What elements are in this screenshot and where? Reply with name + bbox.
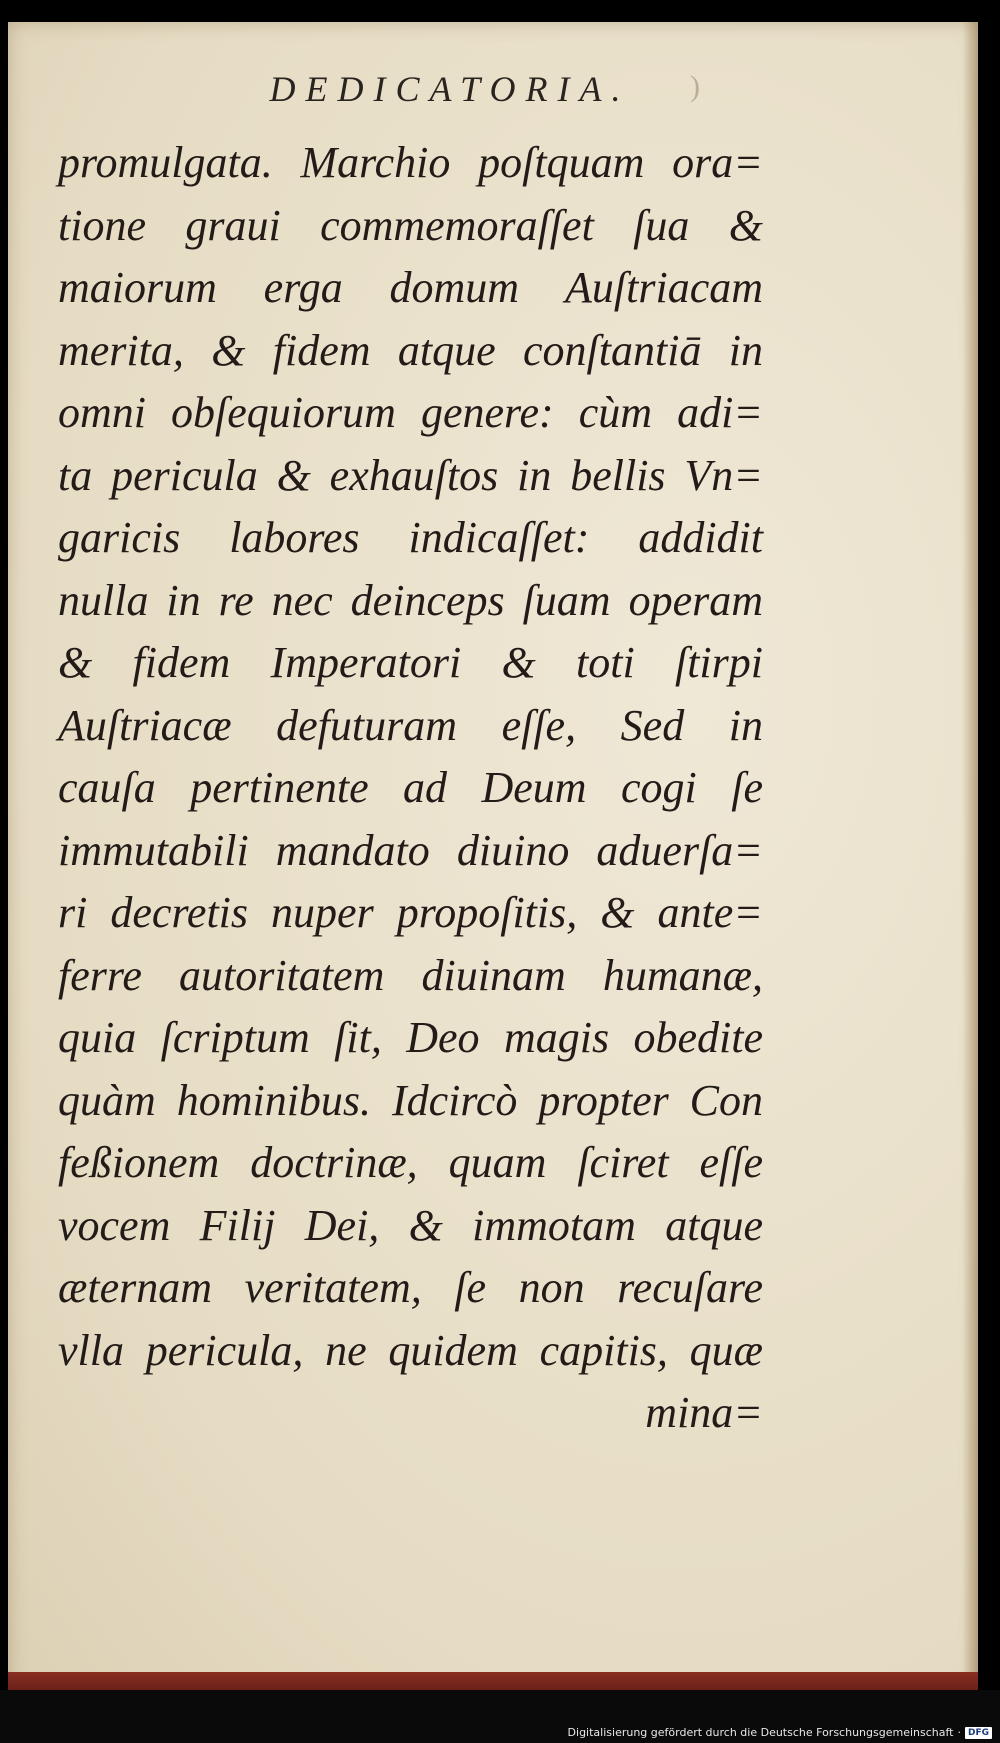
text-line: immutabili mandato diuino aduerſa= xyxy=(58,825,763,875)
text-line: vlla pericula, ne quidem capitis, quæ xyxy=(58,1325,763,1375)
credit-text: Digitalisierung gefördert durch die Deutsche Forschungsgemeinschaft xyxy=(567,1726,954,1739)
dfg-logo-icon: DFG xyxy=(965,1727,992,1739)
text-line: promulgata. Marchio poſtquam ora= xyxy=(58,138,763,187)
running-head: DEDICATORIA. xyxy=(269,69,631,109)
text-line: feßionem doctrinæ, quam ſciret eſſe xyxy=(58,1138,763,1187)
text-line: vocem Filij Dei, & immotam atque xyxy=(58,1200,763,1250)
text-line: maiorum erga domum Auſtriacam xyxy=(58,263,763,312)
text-line: garicis labores indicaſſet: addidit xyxy=(58,513,763,562)
page-edge xyxy=(962,22,978,1697)
text-line: nulla in re nec deinceps ſuam operam xyxy=(58,575,763,625)
catchword: mina= xyxy=(645,1388,763,1437)
digitization-credit xyxy=(568,1726,992,1739)
margin-mark: ) xyxy=(690,70,700,103)
text-line: ri decretis nuper propoſitis, & ante= xyxy=(58,888,763,937)
text-line: ferre autoritatem diuinam humanæ, xyxy=(58,950,763,1000)
text-line: omni obſequiorum genere: cùm adi= xyxy=(58,388,763,437)
text-line: tione graui commemoraſſet ſua & xyxy=(58,200,763,250)
text-line: æternam veritatem, ſe non recuſare xyxy=(58,1263,763,1312)
text-line: merita, & fidem atque conſtantiā in xyxy=(58,325,763,375)
text-line: ta pericula & exhauſtos in bellis Vn= xyxy=(58,450,763,500)
text-line: quia ſcriptum ſit, Deo magis obedite xyxy=(58,1013,763,1062)
text-line: & fidem Imperatori & toti ſtirpi xyxy=(58,638,763,687)
body-text xyxy=(58,132,763,1445)
text-line: Auſtriacæ defuturam eſſe, Sed in xyxy=(58,700,763,750)
text-line: quàm hominibus. Idcircò propter Con xyxy=(58,1075,763,1125)
text-line: cauſa pertinente ad Deum cogi ſe xyxy=(58,763,763,812)
separator: · xyxy=(957,1726,961,1739)
page-bottom-edge xyxy=(8,1672,978,1690)
